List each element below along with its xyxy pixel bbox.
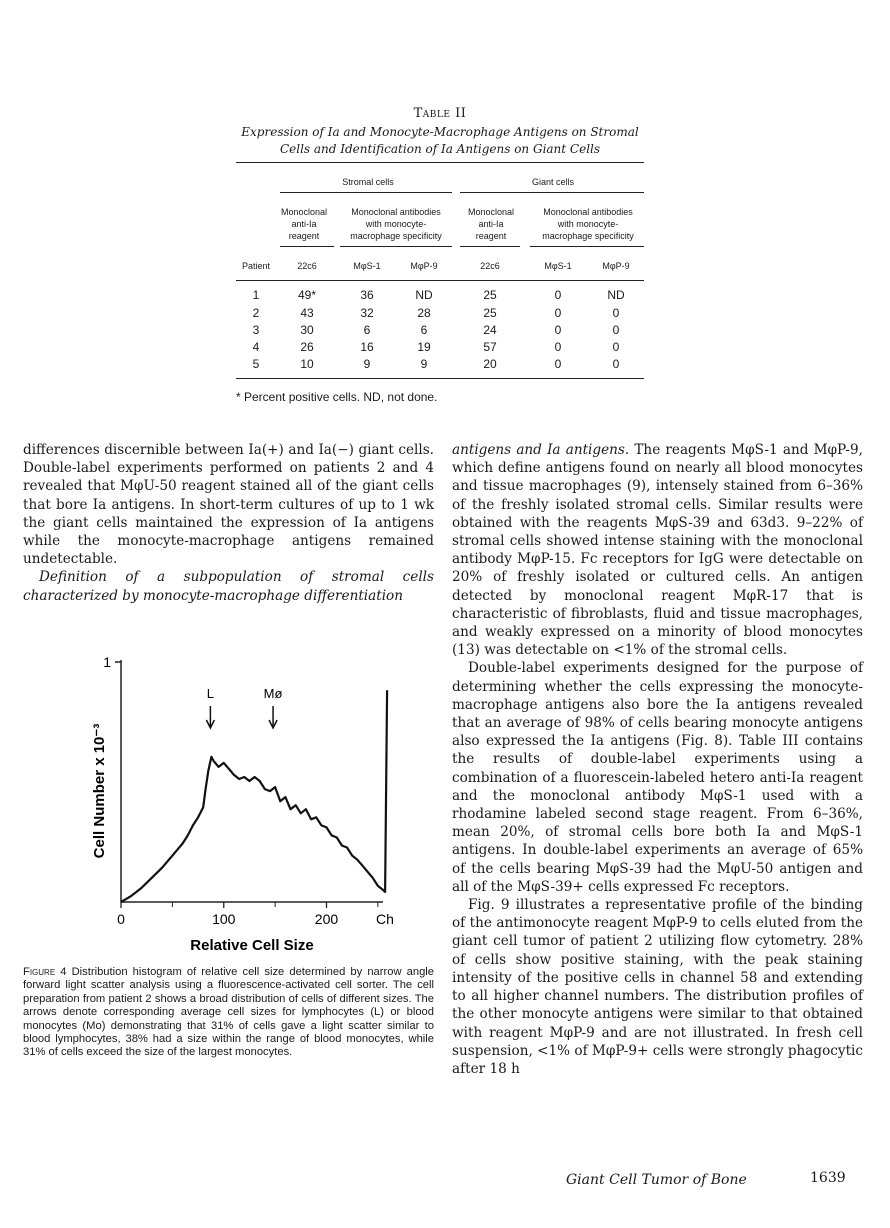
table-cell: 16 (360, 340, 374, 354)
table-row-patient: 2 (252, 306, 260, 320)
table-title: Table II (413, 106, 467, 121)
sub-header-anti-ia-giant (462, 206, 520, 242)
sub-header-line: Monoclonal antibodies (351, 207, 441, 217)
sub-rule (460, 246, 520, 247)
x-axis-label: Relative Cell Size (190, 937, 314, 954)
table-cell: 0 (612, 357, 620, 371)
stromal-group-rule (280, 192, 452, 193)
left-paragraph-1: differences discernible between Ia(+) and Ia(−) giant cells. Double-label experiments performed on patients 2 and 4 revealed that MφU-50 reagent stained all of the giant cells that bore Ia antigens. In short-term cultures of up to 1 wk the giant cells maintained the expression of Ia antigens while the monocyte-macrophage antigens remained undetectable. (23, 442, 434, 568)
table-cell: 57 (483, 340, 497, 354)
left-column (23, 441, 434, 605)
table-footnote: * Percent positive cells. ND, not done. (236, 390, 438, 404)
lymphocyte-arrow-label: L (206, 686, 215, 701)
table-cell: 6 (363, 323, 371, 337)
sub-header-line: Monoclonal (280, 207, 328, 217)
table-cell: 0 (612, 323, 620, 337)
table-cell: ND (607, 288, 625, 302)
right-paragraph-3: Fig. 9 illustrates a representative profile of the binding of the antimonocyte reagent MφP-9 to cells eluted from the giant cell tumor of patient 2 utilizing flow cytometry. 28% of cells show positive staining, with the peak staining intensity of the positive cells in channel 58 and extending to all higher channel numbers. The distribution profiles of the other monocyte antigens were similar to that obtained with reagent MφP-9 and are not illustrated. In fresh cell suspension, <1% of MφP-9+ cells were strongly phagocytic after 18 h (452, 897, 864, 1077)
figure-caption-text: Distribution histogram of relative cell size determined by narrow angle forward light scatter analysis using a fluorescence-activated cell sorter. The cell preparation from patient 2 shows a broad distribution of cells of different sizes. The arrows denote corresponding average cell sizes for lymphocytes (L) or blood monocytes (Mo) demonstrating that 31% of cells gave a light scatter similar to blood lymphocytes, 38% had a size within the range of blood monocytes, while 31% of cells exceed the size of the largest monocytes. (23, 966, 435, 1059)
sub-header-line: Monoclonal (467, 207, 515, 217)
histogram-chart (70, 640, 430, 960)
table-cell: 0 (554, 323, 562, 337)
col-header: MφP-9 (410, 261, 438, 271)
giant-group-rule (460, 192, 644, 193)
sub-header-line: reagent (475, 231, 507, 241)
sub-header-line: anti-Ia (291, 219, 317, 229)
histogram-series-line (121, 690, 387, 902)
table-cell: ND (415, 288, 433, 302)
header-rule (236, 280, 644, 281)
table-cell: 36 (360, 288, 374, 302)
right-paragraph-1-heading: antigens and Ia antigens. (452, 442, 630, 458)
col-header: 22c6 (480, 261, 500, 271)
table-cell: 24 (483, 323, 497, 337)
table-caption (236, 124, 644, 158)
table-row-patient: 3 (252, 323, 260, 337)
sub-header-line: macrophage specificity (350, 231, 442, 241)
table-cell: 25 (483, 306, 497, 320)
table-caption-line-2: Cells and Identification of Ia Antigens on Giant Cells (279, 142, 601, 156)
sub-rule (340, 246, 452, 247)
right-column (452, 441, 863, 1078)
table-top-rule (236, 162, 644, 163)
table-row-patient: 5 (252, 357, 260, 371)
sub-header-line: with monocyte- (557, 219, 619, 229)
table-cell: 0 (554, 306, 562, 320)
table-cell: 0 (554, 288, 562, 302)
col-header: MφS-1 (353, 261, 381, 271)
table-caption-line-1: Expression of Ia and Monocyte-Macrophage Antigens on Stromal (241, 125, 639, 139)
x-tick-label: 0 (117, 911, 125, 927)
monocyte-arrow-label: Mø (263, 686, 283, 701)
y-tick-label: 1 (103, 654, 111, 670)
figure-caption-label: Figure 4 (23, 966, 67, 978)
col-header: 22c6 (297, 261, 317, 271)
sub-header-mono-ab-giant (530, 206, 646, 242)
sub-header-line: anti-Ia (478, 219, 504, 229)
table-cell: 0 (612, 340, 620, 354)
table-cell: 20 (483, 357, 497, 371)
x-tick-label-ch: Ch (376, 911, 394, 927)
col-header: MφS-1 (544, 261, 572, 271)
figure-4 (70, 640, 430, 960)
sub-header-line: macrophage specificity (542, 231, 634, 241)
x-tick-label: 100 (212, 911, 236, 927)
table-cell: 6 (420, 323, 428, 337)
sub-header-anti-ia-stromal (278, 206, 330, 242)
table-cell: 32 (360, 306, 374, 320)
sub-header-line: with monocyte- (365, 219, 427, 229)
table-cell: 10 (300, 357, 314, 371)
table-cell: 9 (363, 357, 371, 371)
table-cell: 19 (417, 340, 431, 354)
group-giant-label: Giant cells (531, 177, 575, 187)
table-cell: 43 (300, 306, 314, 320)
col-header-patient: Patient (241, 261, 271, 271)
table-cell: 0 (612, 306, 620, 320)
table-cell: 30 (300, 323, 314, 337)
x-tick-label: 200 (314, 911, 339, 927)
sub-rule (280, 246, 334, 247)
table-cell: 0 (554, 340, 562, 354)
y-axis-label: Cell Number x 10⁻³ (91, 723, 108, 859)
table-cell: 25 (483, 288, 497, 302)
right-paragraph-2: Double-label experiments designed for the purpose of determining whether the cells expressing the monocyte-macrophage antigens also bore the Ia antigens revealed that an average of 98% of cells bearing monocyte antigens also expressed the Ia antigens (Fig. 8). Table III contains the results of double-label experiments using a combination of a fluorescein-labeled hetero anti-Ia reagent and the monoclonal antibody MφS-1 used with a rhodamine labeled second stage reagent. From 6–36%, mean 20%, of stromal cells bore both Ia and MφS-1 antigens. In double-label experiments an average of 65% of the cells bearing MφS-39 had the MφU-50 antigen and all of the MφS-39+ cells expressed Fc receptors. (452, 660, 863, 895)
sub-header-line: reagent (288, 231, 320, 241)
page-number: 1639 (810, 1170, 846, 1186)
left-paragraph-2-heading: Definition of a subpopulation of stromal cells characterized by monocyte-macrophage differentiation (23, 569, 434, 604)
group-stromal-label: Stromal cells (342, 177, 394, 187)
table-cell: 0 (554, 357, 562, 371)
figure-caption (23, 966, 434, 1060)
sub-rule (530, 246, 644, 247)
table-cell: 28 (417, 306, 431, 320)
table-row-patient: 4 (252, 340, 260, 354)
col-header: MφP-9 (602, 261, 630, 271)
table-cell: 9 (420, 357, 428, 371)
table-bottom-rule (236, 378, 644, 379)
sub-header-line: Monoclonal antibodies (543, 207, 633, 217)
table-cell: 49* (297, 288, 317, 302)
right-paragraph-1-text: The reagents MφS-1 and MφP-9, which define antigens found on nearly all blood monocytes and tissue macrophages (9), intensely stained from 6–36% of the freshly isolated stromal cells. Similar results were obtained with the reagents MφS-39 and 63d3. 9–22% of stromal cells showed intense staining with the monoclonal antibody MφP-15. Fc receptors for IgG were detectable on 20% of freshly isolated or cultured cells. An antigen detected by monoclonal reagent MφR-17 that is characteristic of fibroblasts, fluid and tissue macrophages, and weakly expressed on a minority of blood monocytes (13) was detectable on <1% of the stromal cells. (452, 442, 863, 659)
sub-header-mono-ab-stromal (340, 206, 452, 242)
right-paragraph-1 (452, 441, 863, 659)
table-row-patient: 1 (252, 288, 260, 302)
running-head: Giant Cell Tumor of Bone (566, 1172, 747, 1188)
table-cell: 26 (300, 340, 314, 354)
